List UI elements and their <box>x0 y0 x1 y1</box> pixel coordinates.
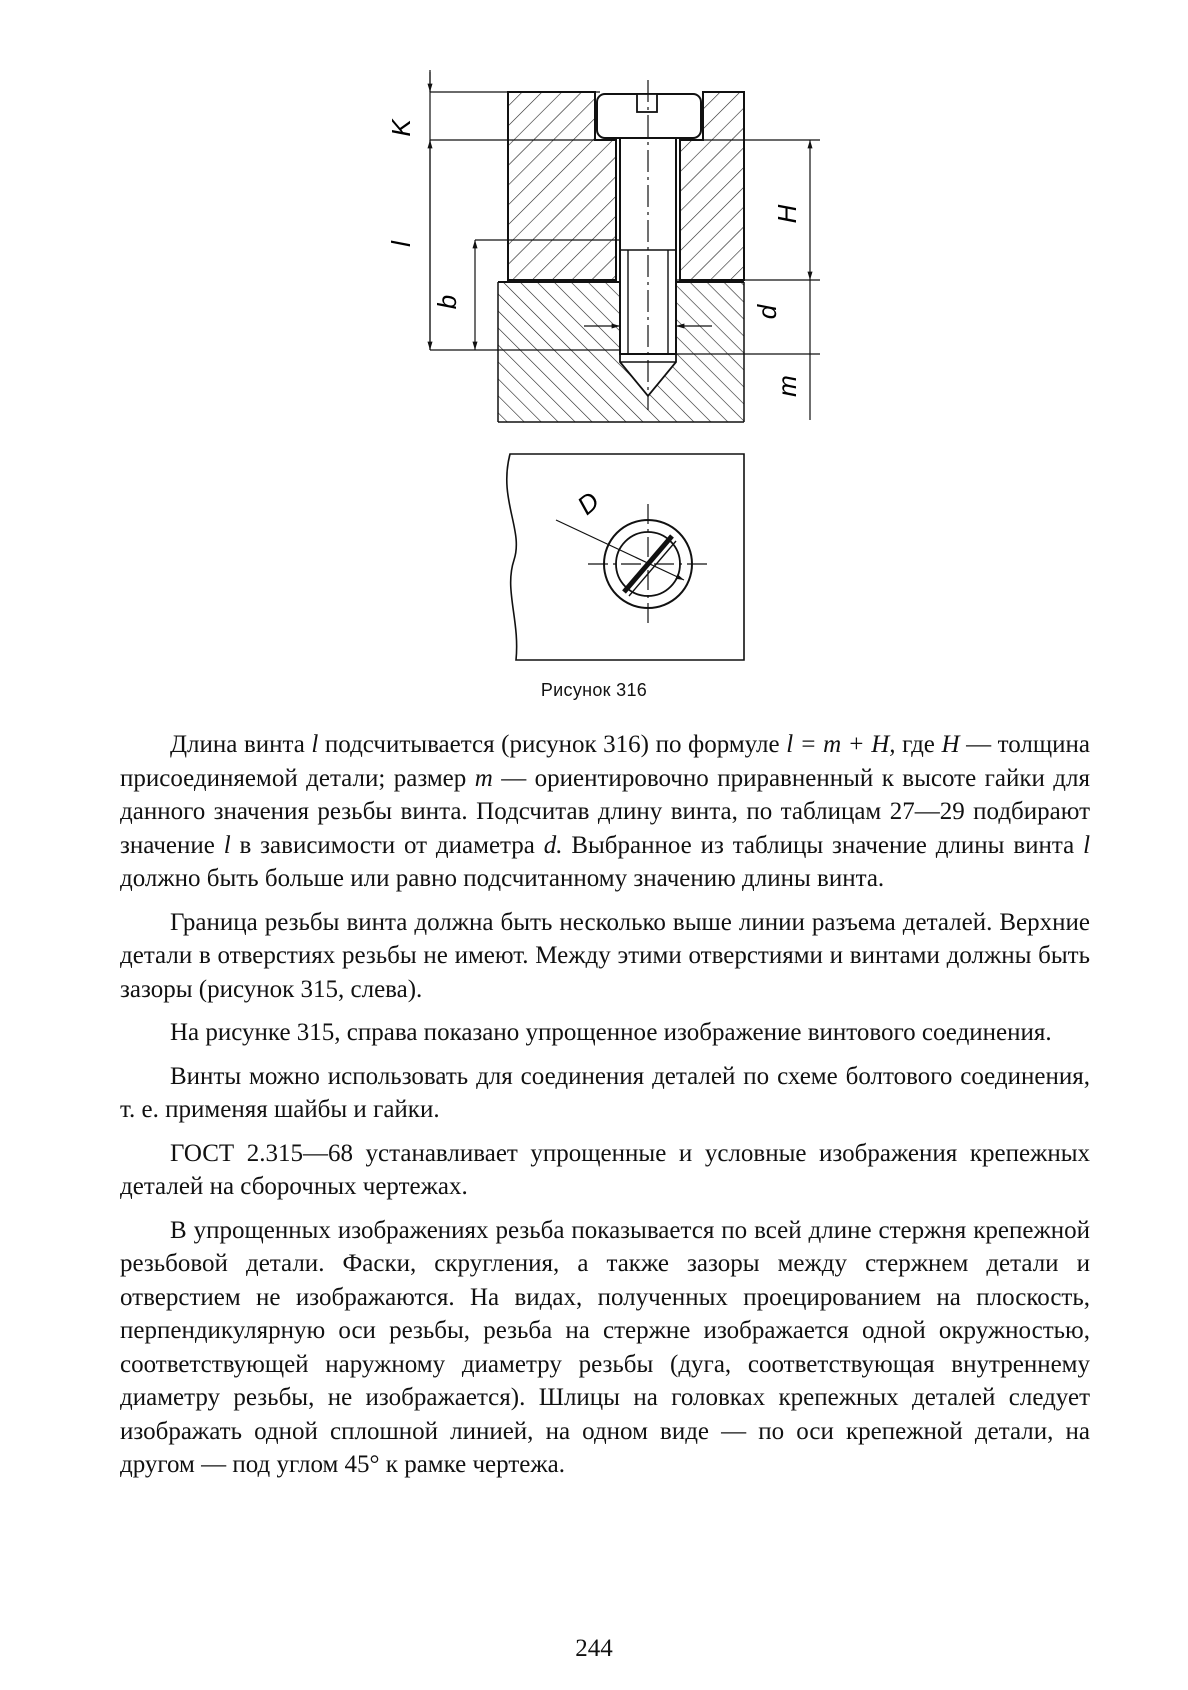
body-text <box>120 728 1090 1492</box>
top-view <box>507 454 744 660</box>
paragraph: Длина винта l подсчитывается (рисунок 316) по формуле l = m + H, где H — толщина присоединяемой детали; размер m — ориентировочно приравненный к высоте гайки для данного значения резьбы винта. Подсчитав длину винта, по таблицам 27—29 подбирают значение l в зависимости от диаметра d. Выбранное из таблицы значение длины винта l должно быть больше или равно подсчитанному значению длины винта. <box>120 731 1091 892</box>
figure-316-drawing <box>380 60 802 670</box>
figure-caption: Рисунок 316 <box>540 680 648 700</box>
paragraph: На рисунке 315, справа показано упрощенное изображение винтового соединения. <box>170 1019 1052 1046</box>
dim-label-d: d <box>752 304 782 320</box>
paragraph: Винты можно использовать для соединения деталей по схеме болтового соединения, т. е. применяя шайбы и гайки. <box>120 1062 1090 1123</box>
paragraph: В упрощенных изображениях резьба показывается по всей длине стержня крепежной резьбовой детали. Фаски, скругления, а также зазоры между стержнем детали и отверстием не изображаются. На видах, полученных проецированием на плоскость, перпендикулярную оси резьбы, резьба на стержне изображается одной окружностью, соответствующей наружному диаметру резьбы (дуга, соответствующая внутреннему диаметру резьбы, не изображается). Шлицы на головках крепежных деталей следует изображать одной сплошной линией, на одном виде — по оси крепежной детали, на другом — под углом 45° к рамке чертежа. <box>120 1216 1090 1478</box>
dim-label-b: b <box>432 294 462 310</box>
dim-label-k: K <box>386 119 416 137</box>
paragraph: ГОСТ 2.315—68 устанавливает упрощенные и условные изображения крепежных деталей на сборочных чертежах. <box>120 1139 1090 1200</box>
dim-label-h: H <box>772 204 802 224</box>
dim-label-l: l <box>386 241 416 247</box>
dim-label-D: D <box>571 485 606 521</box>
dim-label-m: m <box>772 375 802 397</box>
formula: l = m + H, <box>786 731 896 758</box>
page-number: 244 <box>575 1635 613 1662</box>
paragraph: Граница резьбы винта должна быть несколько выше линии разъема деталей. Верхние детали в отверстиях резьбы не имеют. Между этими отверстиями и винтами должны быть зазоры (рисунок 315, слева). <box>120 908 1090 1003</box>
